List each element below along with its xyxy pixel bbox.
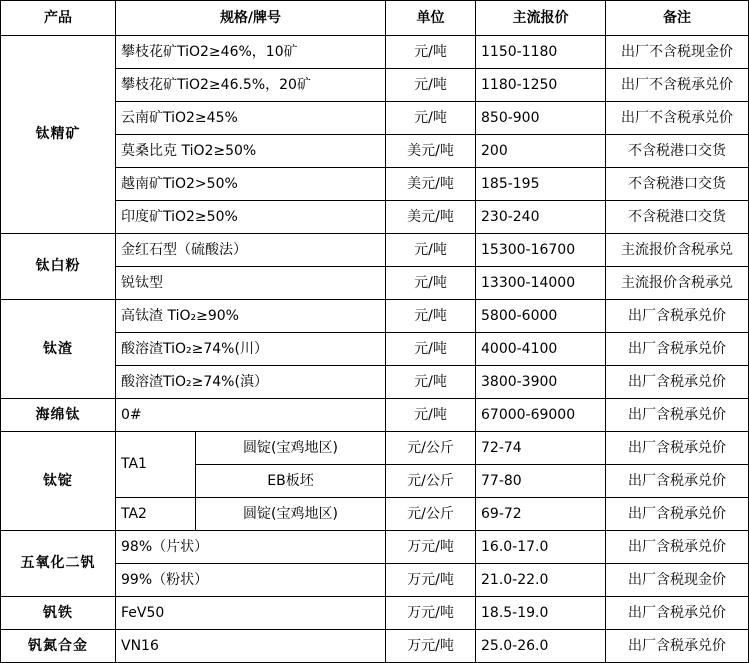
spec-cell: EB板坯 bbox=[196, 465, 386, 498]
grade-cell: TA1 bbox=[116, 432, 196, 498]
unit-cell: 万元/吨 bbox=[386, 531, 476, 564]
price-cell: 18.5-19.0 bbox=[476, 597, 606, 630]
price-cell: 77-80 bbox=[476, 465, 606, 498]
unit-cell: 元/吨 bbox=[386, 102, 476, 135]
spec-cell: 圆锭(宝鸡地区) bbox=[196, 498, 386, 531]
remark-cell: 不含税港口交货 bbox=[606, 201, 749, 234]
product-name-cell: 五氧化二钒 bbox=[1, 531, 116, 597]
spec-cell: 高钛渣 TiO₂≥90% bbox=[116, 300, 386, 333]
remark-cell: 出厂含税承兑价 bbox=[606, 333, 749, 366]
remark-cell: 出厂含税承兑价 bbox=[606, 597, 749, 630]
product-name-cell: 海绵钛 bbox=[1, 399, 116, 432]
table-row bbox=[1, 234, 749, 267]
header-spec: 规格/牌号 bbox=[116, 1, 386, 36]
table-row bbox=[1, 300, 749, 333]
header-unit: 单位 bbox=[386, 1, 476, 36]
unit-cell: 万元/吨 bbox=[386, 630, 476, 663]
price-cell: 72-74 bbox=[476, 432, 606, 465]
header-product: 产品 bbox=[1, 1, 116, 36]
price-cell: 185-195 bbox=[476, 168, 606, 201]
spec-cell: 圆锭(宝鸡地区) bbox=[196, 432, 386, 465]
unit-cell: 元/吨 bbox=[386, 267, 476, 300]
remark-cell: 出厂含税承兑价 bbox=[606, 300, 749, 333]
table-row bbox=[1, 531, 749, 564]
unit-cell: 美元/吨 bbox=[386, 201, 476, 234]
remark-cell: 主流报价含税承兑 bbox=[606, 267, 749, 300]
price-cell: 13300-14000 bbox=[476, 267, 606, 300]
spec-cell: 攀枝花矿TiO2≥46.5%，20矿 bbox=[116, 69, 386, 102]
spec-cell: 印度矿TiO2≥50% bbox=[116, 201, 386, 234]
product-name-cell: 钛白粉 bbox=[1, 234, 116, 300]
price-cell: 200 bbox=[476, 135, 606, 168]
table-row bbox=[1, 630, 749, 663]
spec-cell: 99%（粉状） bbox=[116, 564, 386, 597]
unit-cell: 元/吨 bbox=[386, 300, 476, 333]
price-cell: 15300-16700 bbox=[476, 234, 606, 267]
spec-cell: 酸溶渣TiO₂≥74%(滇） bbox=[116, 366, 386, 399]
remark-cell: 出厂含税承兑价 bbox=[606, 399, 749, 432]
spec-cell: 98%（片状） bbox=[116, 531, 386, 564]
remark-cell: 出厂含税承兑价 bbox=[606, 498, 749, 531]
unit-cell: 万元/吨 bbox=[386, 597, 476, 630]
product-name-cell: 钒氮合金 bbox=[1, 630, 116, 663]
header-price: 主流报价 bbox=[476, 1, 606, 36]
unit-cell: 元/公斤 bbox=[386, 498, 476, 531]
price-cell: 16.0-17.0 bbox=[476, 531, 606, 564]
price-cell: 21.0-22.0 bbox=[476, 564, 606, 597]
price-cell: 1150-1180 bbox=[476, 36, 606, 69]
spec-cell: 金红石型（硫酸法） bbox=[116, 234, 386, 267]
remark-cell: 出厂不含税承兑价 bbox=[606, 69, 749, 102]
remark-cell: 出厂含税承兑价 bbox=[606, 432, 749, 465]
spec-cell: 0# bbox=[116, 399, 386, 432]
unit-cell: 元/吨 bbox=[386, 333, 476, 366]
remark-cell: 出厂含税承兑价 bbox=[606, 630, 749, 663]
spec-cell: 攀枝花矿TiO2≥46%，10矿 bbox=[116, 36, 386, 69]
price-cell: 69-72 bbox=[476, 498, 606, 531]
spec-cell: 酸溶渣TiO₂≥74%(川） bbox=[116, 333, 386, 366]
product-name-cell: 钒铁 bbox=[1, 597, 116, 630]
price-cell: 1180-1250 bbox=[476, 69, 606, 102]
product-name-cell: 钛锭 bbox=[1, 432, 116, 531]
unit-cell: 元/吨 bbox=[386, 366, 476, 399]
unit-cell: 元/公斤 bbox=[386, 465, 476, 498]
remark-cell: 出厂含税现金价 bbox=[606, 564, 749, 597]
price-cell: 3800-3900 bbox=[476, 366, 606, 399]
table-row bbox=[1, 36, 749, 69]
remark-cell: 出厂不含税承兑价 bbox=[606, 102, 749, 135]
table-row bbox=[1, 399, 749, 432]
spec-cell: 越南矿TiO2>50% bbox=[116, 168, 386, 201]
unit-cell: 元/吨 bbox=[386, 234, 476, 267]
header-remark: 备注 bbox=[606, 1, 749, 36]
unit-cell: 美元/吨 bbox=[386, 135, 476, 168]
unit-cell: 美元/吨 bbox=[386, 168, 476, 201]
remark-cell: 主流报价含税承兑 bbox=[606, 234, 749, 267]
remark-cell: 不含税港口交货 bbox=[606, 168, 749, 201]
remark-cell: 出厂含税承兑价 bbox=[606, 531, 749, 564]
grade-cell: TA2 bbox=[116, 498, 196, 531]
unit-cell: 元/吨 bbox=[386, 69, 476, 102]
table-header-row bbox=[1, 1, 749, 36]
spec-cell: VN16 bbox=[116, 630, 386, 663]
price-cell: 4000-4100 bbox=[476, 333, 606, 366]
remark-cell: 出厂含税承兑价 bbox=[606, 465, 749, 498]
remark-cell: 不含税港口交货 bbox=[606, 135, 749, 168]
table-row bbox=[1, 597, 749, 630]
spec-cell: 莫桑比克 TiO2≥50% bbox=[116, 135, 386, 168]
unit-cell: 元/吨 bbox=[386, 36, 476, 69]
price-cell: 67000-69000 bbox=[476, 399, 606, 432]
remark-cell: 出厂含税承兑价 bbox=[606, 366, 749, 399]
price-cell: 850-900 bbox=[476, 102, 606, 135]
unit-cell: 万元/吨 bbox=[386, 564, 476, 597]
price-cell: 5800-6000 bbox=[476, 300, 606, 333]
spec-cell: 云南矿TiO2≥45% bbox=[116, 102, 386, 135]
spec-cell: 锐钛型 bbox=[116, 267, 386, 300]
price-cell: 230-240 bbox=[476, 201, 606, 234]
remark-cell: 出厂不含税现金价 bbox=[606, 36, 749, 69]
spec-cell: FeV50 bbox=[116, 597, 386, 630]
table-row bbox=[1, 432, 749, 465]
unit-cell: 元/公斤 bbox=[386, 432, 476, 465]
unit-cell: 元/吨 bbox=[386, 399, 476, 432]
price-cell: 25.0-26.0 bbox=[476, 630, 606, 663]
product-name-cell: 钛精矿 bbox=[1, 36, 116, 234]
product-name-cell: 钛渣 bbox=[1, 300, 116, 399]
